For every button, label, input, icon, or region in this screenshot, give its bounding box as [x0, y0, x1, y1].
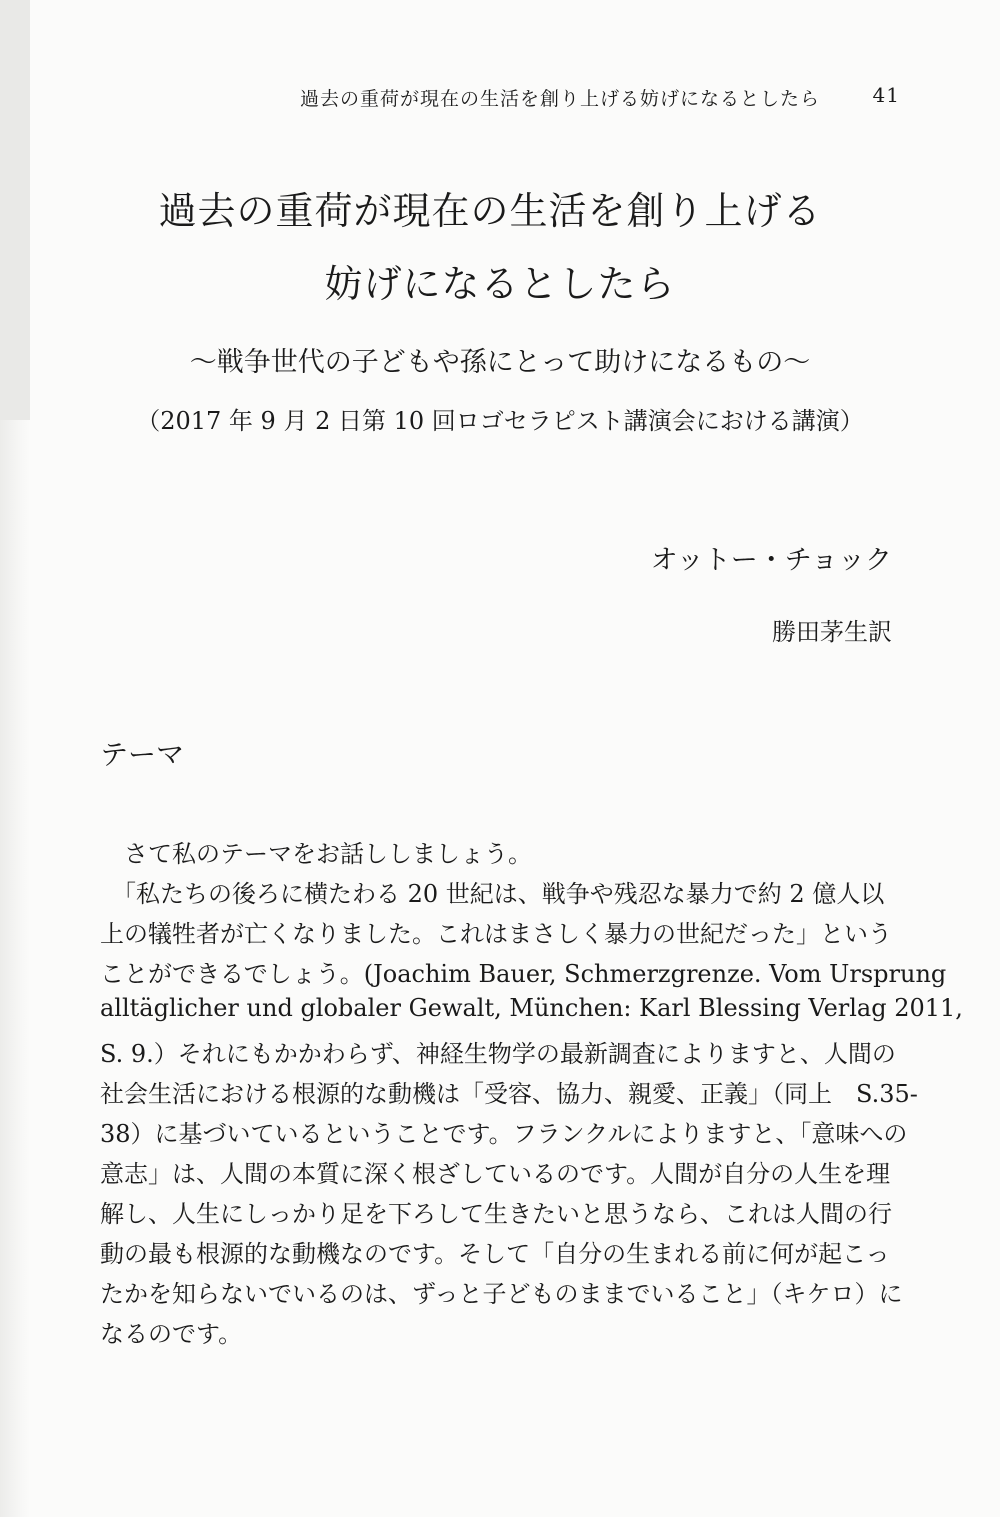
article-title-line-2: 妨げになるとしたら [324, 262, 676, 306]
article-title-line-1: 過去の重荷が現在の生活を創り上げる [158, 189, 822, 233]
body-line: 解し、人生にしっかり足を下ろして生きたいと思うなら、これは人間の行 [100, 1200, 892, 1228]
body-line: なるのです。 [100, 1320, 243, 1348]
body-line: ことができるでしょう。(Joachim Bauer, Schmerzgrenze. Vom Ursprung [100, 960, 947, 988]
body-line: alltäglicher und globaler Gewalt, München: Karl Blessing Verlag 2011, [100, 994, 963, 1022]
body-line: 「私たちの後ろに横たわる 20 世紀は、戦争や残忍な暴力で約 2 億人以 [100, 880, 885, 908]
body-line: たかを知らないでいるのは、ずっと子どものままでいること」（キケロ）に [100, 1280, 903, 1308]
body-line: さて私のテーマをお話ししましょう。 [100, 840, 532, 868]
body-line: S. 9.）それにもかかわらず、神経生物学の最新調査によりますと、人間の [100, 1040, 896, 1068]
section-heading: テーマ [100, 738, 185, 771]
body-line: 意志」は、人間の本質に深く根ざしているのです。人間が自分の人生を理 [100, 1160, 891, 1188]
page-edge-shadow-top [0, 0, 30, 420]
body-line: 動の最も根源的な動機なのです。そして「自分の生まれる前に何が起こっ [100, 1240, 890, 1268]
body-line: 38）に基づいているということです。フランクルによりますと、「意味への [100, 1120, 908, 1148]
lecture-note: （2017 年 9 月 2 日第 10 回ロゴセラピスト講演会における講演） [136, 407, 864, 435]
author-name: オットー・チョック [650, 545, 892, 576]
translator-name: 勝田茅生訳 [772, 618, 892, 646]
article-subtitle: ～戦争世代の子どもや孫にとって助けになるもの～ [189, 347, 811, 378]
body-line: 上の犠牲者が亡くなりました。これはまさしく暴力の世紀だった」という [100, 920, 892, 948]
running-head-title: 過去の重荷が現在の生活を創り上げる妨げになるとしたら [300, 88, 821, 110]
page-number: 41 [872, 83, 900, 107]
body-line: 社会生活における根源的な動機は「受容、協力、親愛、正義」（同上 S.35- [100, 1080, 918, 1108]
